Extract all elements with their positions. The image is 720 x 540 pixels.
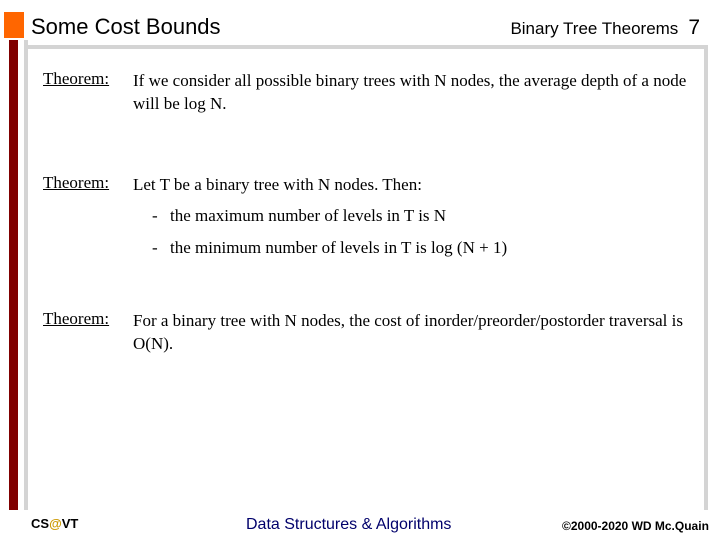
theorem-3-text: For a binary tree with N nodes, the cost of inorder/preorder/postorder traversal is O(N). xyxy=(133,311,683,353)
footer-at-sign: @ xyxy=(49,516,62,531)
theorem-2-label: Theorem: xyxy=(43,173,110,192)
theorem-2-bullet-2 xyxy=(152,238,507,258)
footer-copyright: ©2000-2020 WD Mc.Quain xyxy=(562,519,709,533)
header-divider xyxy=(24,45,708,49)
footer-cs: CS xyxy=(31,516,50,531)
footer-vt: VT xyxy=(61,516,79,531)
theorem-3-label: Theorem: xyxy=(43,309,110,328)
bullet-text: the maximum number of levels in T is N xyxy=(170,206,447,225)
theorem-2-bullet-1 xyxy=(152,206,446,226)
topic-title: Binary Tree Theorems xyxy=(510,19,679,38)
theorem-2-text: Let T be a binary tree with N nodes. Then: xyxy=(133,175,422,194)
theorem-1-text: If we consider all possible binary trees with N nodes, the average depth of a node will be log N. xyxy=(133,71,687,113)
left-gray-rule xyxy=(24,40,28,510)
page-title: Some Cost Bounds xyxy=(31,14,221,39)
bullet-marker: - xyxy=(152,238,158,257)
slide-number: 7 xyxy=(688,16,700,39)
footer-course-title: Data Structures & Algorithms xyxy=(246,516,452,533)
header-topic-group xyxy=(510,16,700,40)
right-gray-rule xyxy=(704,45,708,510)
left-decorative-bar xyxy=(9,40,18,510)
theorem-1-label: Theorem: xyxy=(43,69,110,88)
title-accent-square xyxy=(4,12,24,38)
footer-course-tag xyxy=(31,516,78,531)
bullet-text: the minimum number of levels in T is log (N + 1) xyxy=(170,238,508,257)
bullet-marker: - xyxy=(152,206,158,225)
